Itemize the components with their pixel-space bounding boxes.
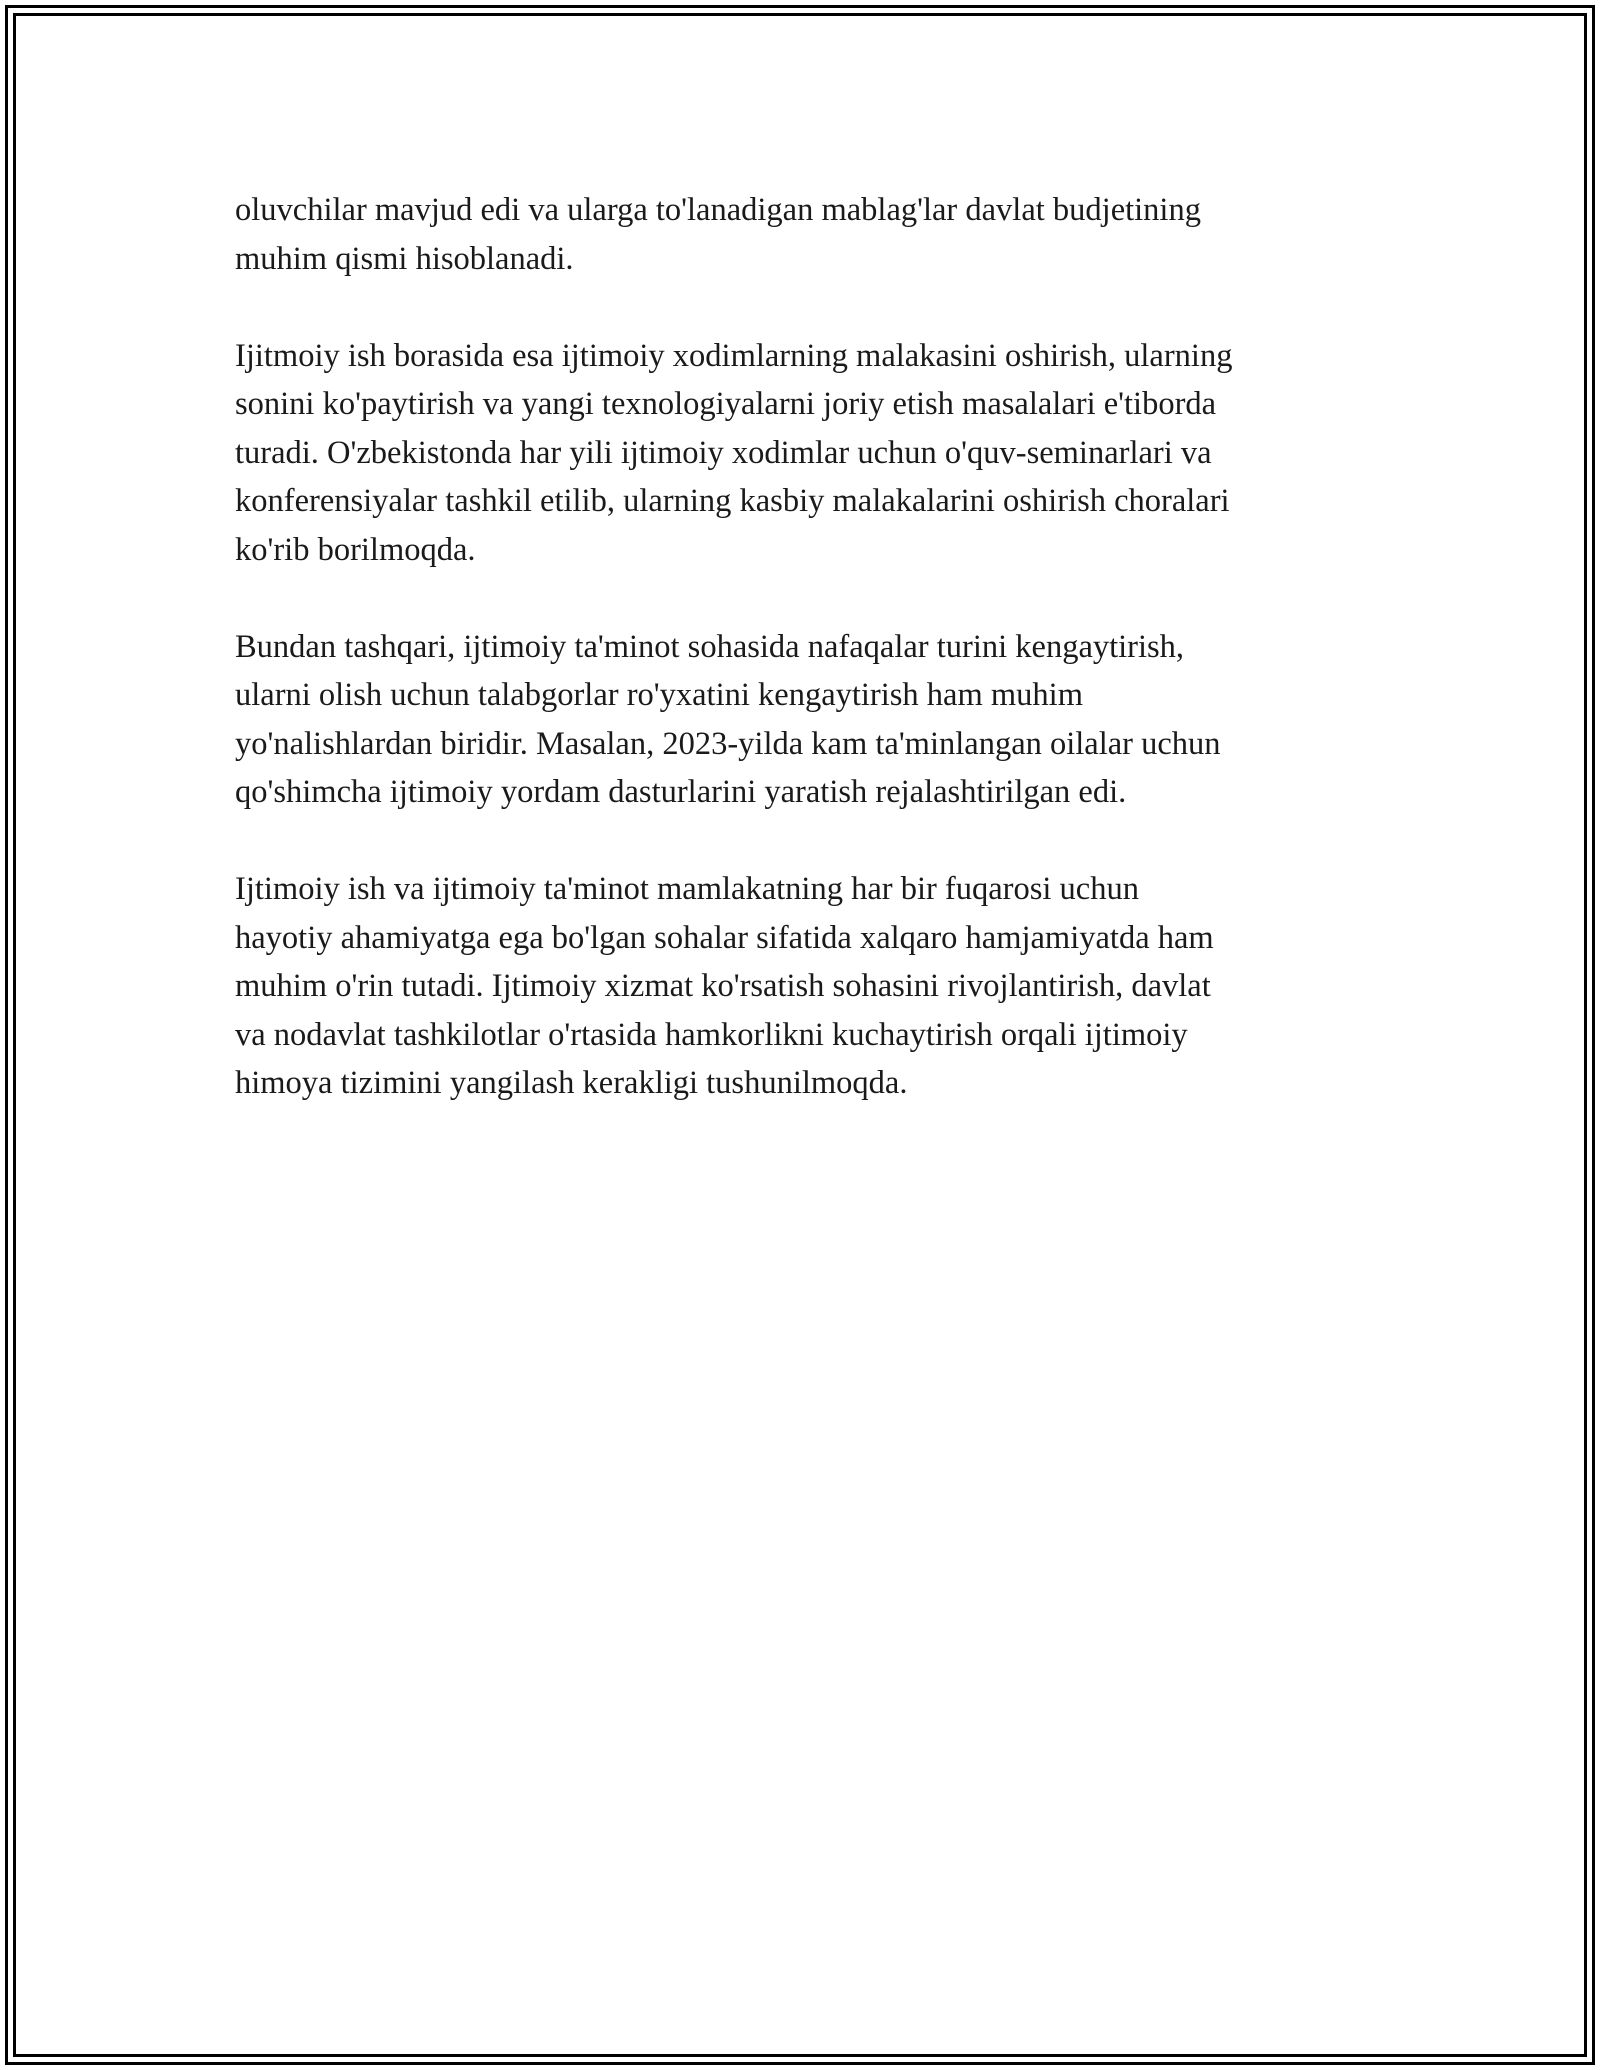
text-line: Bundan tashqari, ijtimoiy ta'minot sohasida nafaqalar turini kengaytirish, [235,628,1185,665]
text-line: va nodavlat tashkilotlar o'rtasida hamkorlikni kuchaytirish orqali ijtimoiy [235,1016,1188,1053]
text-line: sonini ko'paytirish va yangi texnologiyalarni joriy etish masalalari e'tiborda [235,386,1217,422]
text-line: hayotiy ahamiyatga ega bo'lgan sohalar sifatida xalqaro hamjamiyatda ham [235,919,1214,956]
text-line: qo'shimcha ijtimoiy yordam dasturlarini yaratish rejalashtirilgan edi. [235,774,1127,810]
text-line: ko'rib borilmoqda. [235,531,476,568]
document-body [235,186,1375,1156]
text-line: Ijitmoiy ish borasida esa ijtimoiy xodimlarning malakasini oshirish, ularning [235,337,1233,374]
text-line: muhim o'rin tutadi. Ijtimoiy xizmat ko'rsatish sohasini rivojlantirish, davlat [235,968,1211,1004]
paragraph-1 [235,186,1375,283]
text-line: yo'nalishlardan biridir. Masalan, 2023-yilda kam ta'minlangan oilalar uchun [235,725,1221,762]
paragraph-4 [235,865,1375,1108]
text-line: ularni olish uchun talabgorlar ro'yxatini kengaytirish ham muhim [235,677,1083,713]
text-line: konferensiyalar tashkil etilib, ularning kasbiy malakalarini oshirish choralari [235,483,1230,519]
paragraph-2 [235,332,1375,575]
text-line: turadi. O'zbekistonda har yili ijtimoiy xodimlar uchun o'quv-seminarlari va [235,434,1212,471]
text-line: muhim qismi hisoblanadi. [235,240,574,277]
paragraph-3 [235,623,1375,817]
text-line: Ijtimoiy ish va ijtimoiy ta'minot mamlakatning har bir fuqarosi uchun [235,871,1139,907]
text-line: oluvchilar mavjud edi va ularga to'lanadigan mablag'lar davlat budjetining [235,192,1201,228]
text-line: himoya tizimini yangilash kerakligi tushunilmoqda. [235,1065,908,1101]
